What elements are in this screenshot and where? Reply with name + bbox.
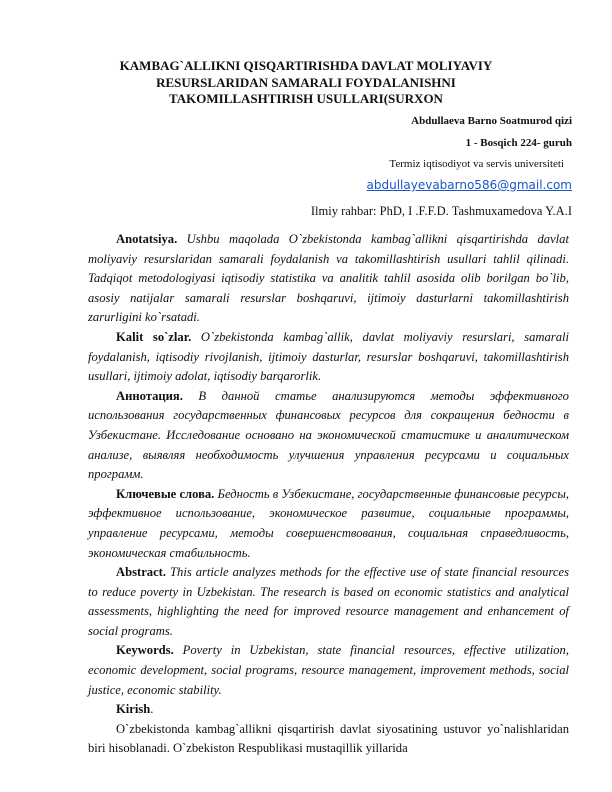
annotation-uz-text: Ushbu maqolada O`zbekistonda kambag`allikni qisqartirishda davlat moliyaviy resurslaridan samarali foydalanish va takomillashtirish usullari tahlil qilinadi. Tadqiqot metodologiyasi iqtisodiy statistika va analitik tahlil asosida olib borilgan bo`lib, asosiy natijalar samarali resurslar boshqaruvi, ijtimoiy dasturlarni takomillashtirish zarurligini ko`rsatadi. xyxy=(88,232,569,325)
keywords-uz xyxy=(88,328,569,387)
intro-heading-punct: . xyxy=(150,702,154,717)
annotation-uz xyxy=(88,230,569,328)
paper-title: KAMBAG`ALLIKNI QISQARTIRISHDA DAVLAT MOLIYAVIY RESURSLARIDAN SAMARALI FOYDALANISHNI TAKOMILLASHTIRISH USULLARI(SURXON xyxy=(119,58,493,106)
author-group: 1 - Bosqich 224- guruh xyxy=(465,137,572,149)
annotation-ru-text: В данной статье анализируются методы эффективного использования государственных финансовых ресурсов для сокращения бедности в Узбекистане. Исследование основано на экономической статистике и аналитическом анализе, выявляя необходимость улучшения управления ресурсами и социальных программ. xyxy=(88,388,569,482)
annotation-ru xyxy=(88,387,569,485)
intro-paragraph: O`zbekistonda kambag`allikni qisqartirish davlat siyosatining ustuvor yo`nalishlaridan biri hisoblanadi. O`zbekiston Respublikasi mustaqillik yillarida xyxy=(88,721,569,756)
keywords-uz-text: O`zbekistonda kambag`allik, davlat moliyaviy resurslari, samarali foydalanish, iqtisodiy rivojlanish, ijtimoiy dasturlar, resurslar boshqaruvi, takomillashtirish usullari, ijtimoiy adolat, iqtisodiy barqarorlik. xyxy=(88,329,569,384)
intro-heading xyxy=(88,700,569,720)
abstract-en xyxy=(88,563,569,641)
abstract-en-text: This article analyzes methods for the effective use of state financial resources to reduce poverty in Uzbekistan. The research is based on economic statistics and analytical assessments, highlighting the need for improved resource management and enhancement of social programs. xyxy=(88,565,569,638)
abstract-en-label: Abstract. xyxy=(116,565,167,580)
keywords-en xyxy=(88,641,569,700)
paper-body xyxy=(88,230,569,759)
keywords-en-text: Poverty in Uzbekistan, state financial resources, effective utilization, economic development, social programs, resource management, improvement methods, social justice, economic stability. xyxy=(88,643,569,697)
keywords-uz-label: Kalit so`zlar. xyxy=(116,329,192,344)
keywords-ru xyxy=(88,485,569,563)
author-university: Termiz iqtisodiyot va servis universiteti xyxy=(389,158,564,170)
author-name: Abdullaeva Barno Soatmurod qizi xyxy=(411,115,572,127)
annotation-ru-label: Аннотация. xyxy=(116,388,183,403)
annotation-uz-label: Anotatsiya. xyxy=(116,232,178,246)
keywords-ru-text: Бедность в Узбекистане, государственные финансовые ресурсы, эффективное использование, экономическое развитие, социальные программы, управление ресурсами, методы совершенствования, социальная справедливость, экономическая стабильность. xyxy=(88,486,569,560)
supervisor-line: Ilmiy rahbar: PhD, I .F.F.D. Tashmuxamedova Y.A.I xyxy=(310,204,572,218)
keywords-en-label: Keywords. xyxy=(116,643,174,658)
intro-heading-label: Kirish xyxy=(116,702,151,717)
author-email-link[interactable]: abdullayevabarno586@gmail.com xyxy=(366,178,572,192)
keywords-ru-label: Ключевые слова. xyxy=(116,486,215,501)
